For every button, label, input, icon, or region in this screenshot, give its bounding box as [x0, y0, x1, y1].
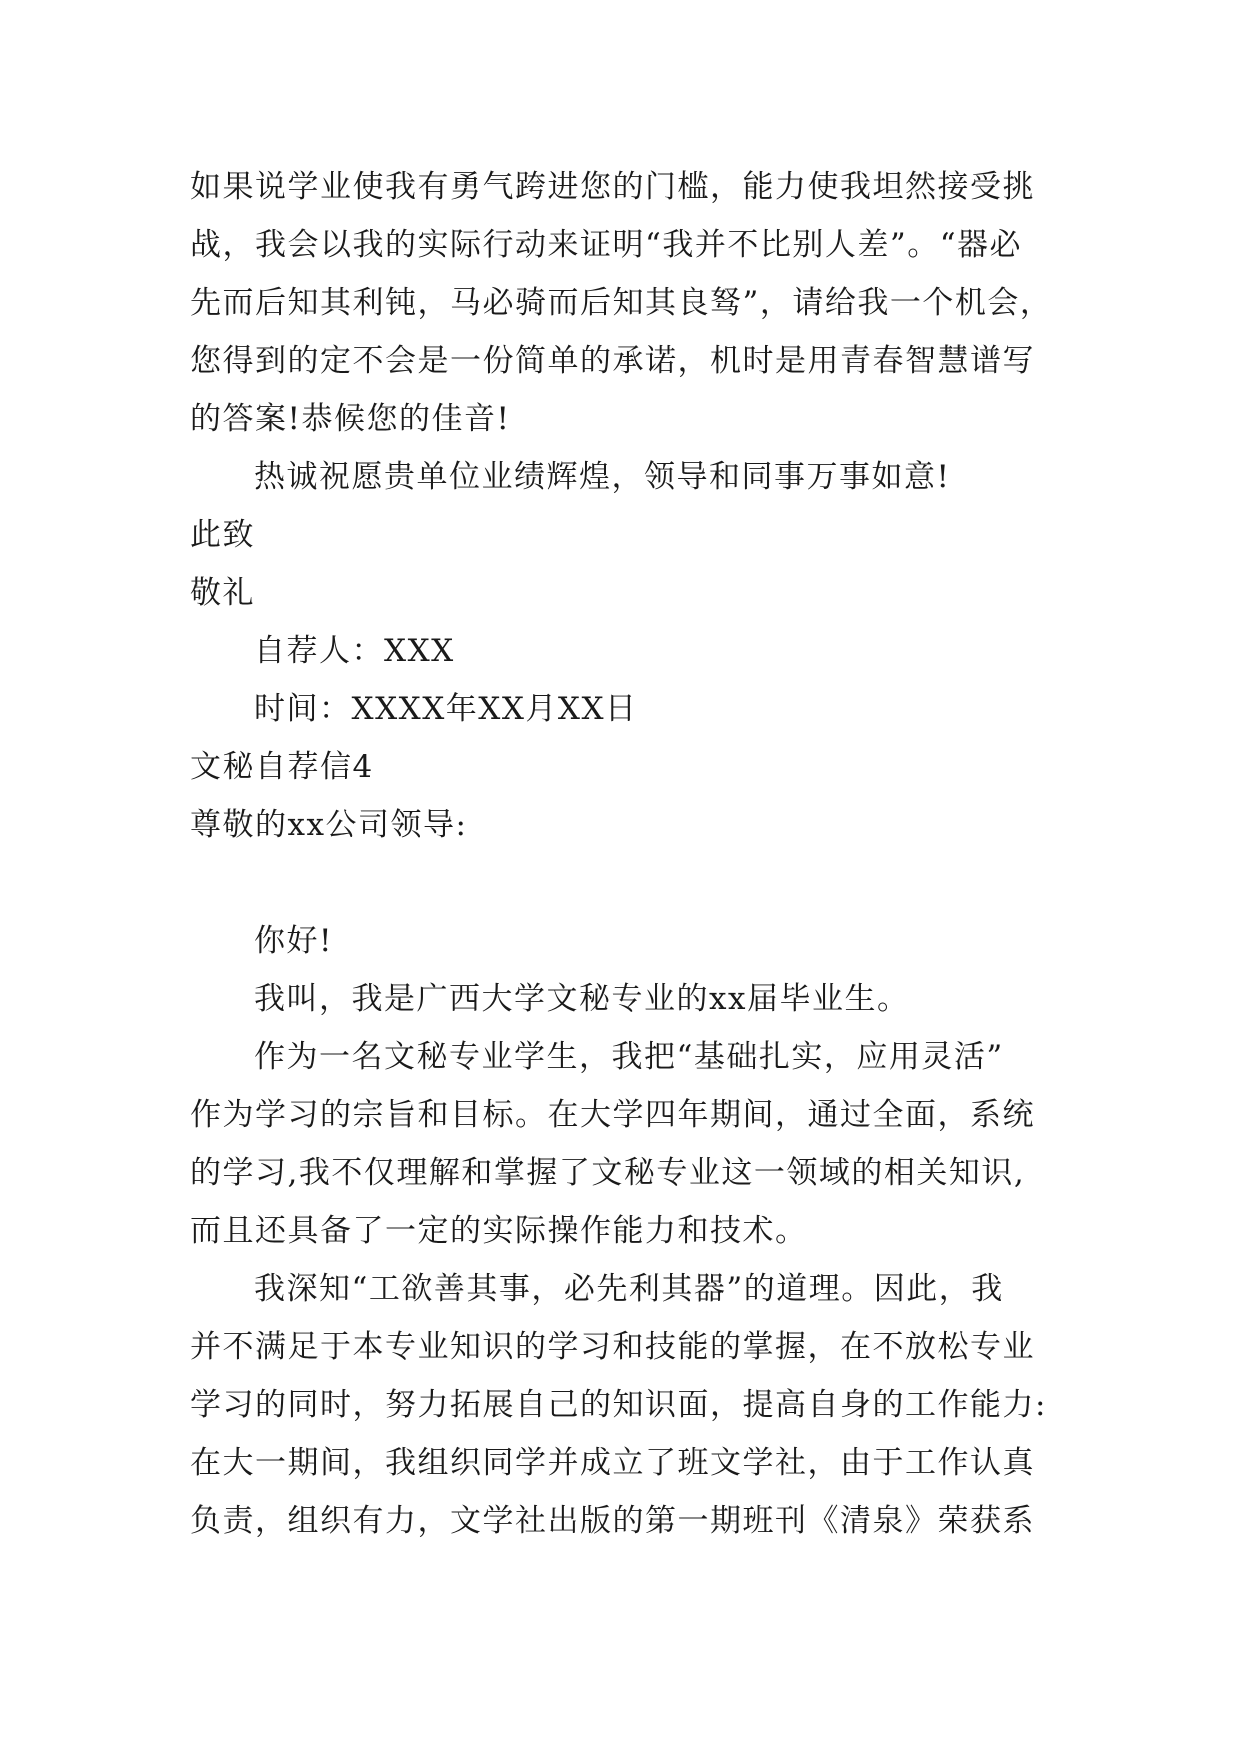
section-title: 文秘自荐信4 [190, 749, 374, 785]
date-line: 时间：XXXX年XX月XX日 [254, 691, 638, 727]
paragraph-line: 的答案!恭候您的佳音! [190, 401, 511, 437]
paragraph-line: 在大一期间，我组织同学并成立了班文学社，由于工作认真 [190, 1445, 1035, 1481]
greeting-line: 你好! [254, 923, 333, 959]
closing-line-2: 敬礼 [190, 575, 255, 611]
paragraph-line: 而且还具备了一定的实际操作能力和技术。 [190, 1213, 808, 1249]
paragraph-line: 我深知“工欲善其事，必先利其器”的道理。因此，我 [254, 1271, 1004, 1307]
paragraph-line: 学习的同时，努力拓展自己的知识面，提高自身的工作能力: [190, 1387, 1047, 1423]
paragraph-line: 先而后知其利钝，马必骑而后知其良驽”，请给我一个机会， [190, 285, 1053, 321]
paragraph-line: 作为学习的宗旨和目标。在大学四年期间，通过全面，系统 [190, 1097, 1035, 1133]
paragraph-line: 负责，组织有力，文学社出版的第一期班刊《清泉》荣获系 [190, 1503, 1035, 1539]
blank-line [190, 854, 1065, 912]
signer-line: 自荐人：XXX [254, 633, 455, 669]
closing-line-1: 此致 [190, 517, 255, 553]
paragraph-line: 战，我会以我的实际行动来证明“我并不比别人差”。“器必 [190, 227, 1023, 263]
paragraph-line: 并不满足于本专业知识的学习和技能的掌握，在不放松专业 [190, 1329, 1035, 1365]
intro-line: 我叫，我是广西大学文秘专业的xx届毕业生。 [254, 981, 910, 1017]
salutation-line: 尊敬的xx公司领导: [190, 807, 468, 843]
wishes-line: 热诚祝愿贵单位业绩辉煌，领导和同事万事如意! [254, 459, 951, 495]
paragraph-line: 如果说学业使我有勇气跨进您的门槛，能力使我坦然接受挑 [190, 169, 1035, 205]
paragraph-line: 您得到的定不会是一份简单的承诺，机时是用青春智慧谱写 [190, 343, 1035, 379]
paragraph-line: 作为一名文秘专业学生，我把“基础扎实，应用灵活” [254, 1039, 1004, 1075]
paragraph-line: 的学习,我不仅理解和掌握了文秘专业这一领域的相关知识, [190, 1155, 1026, 1191]
letter-body [190, 158, 1065, 1550]
